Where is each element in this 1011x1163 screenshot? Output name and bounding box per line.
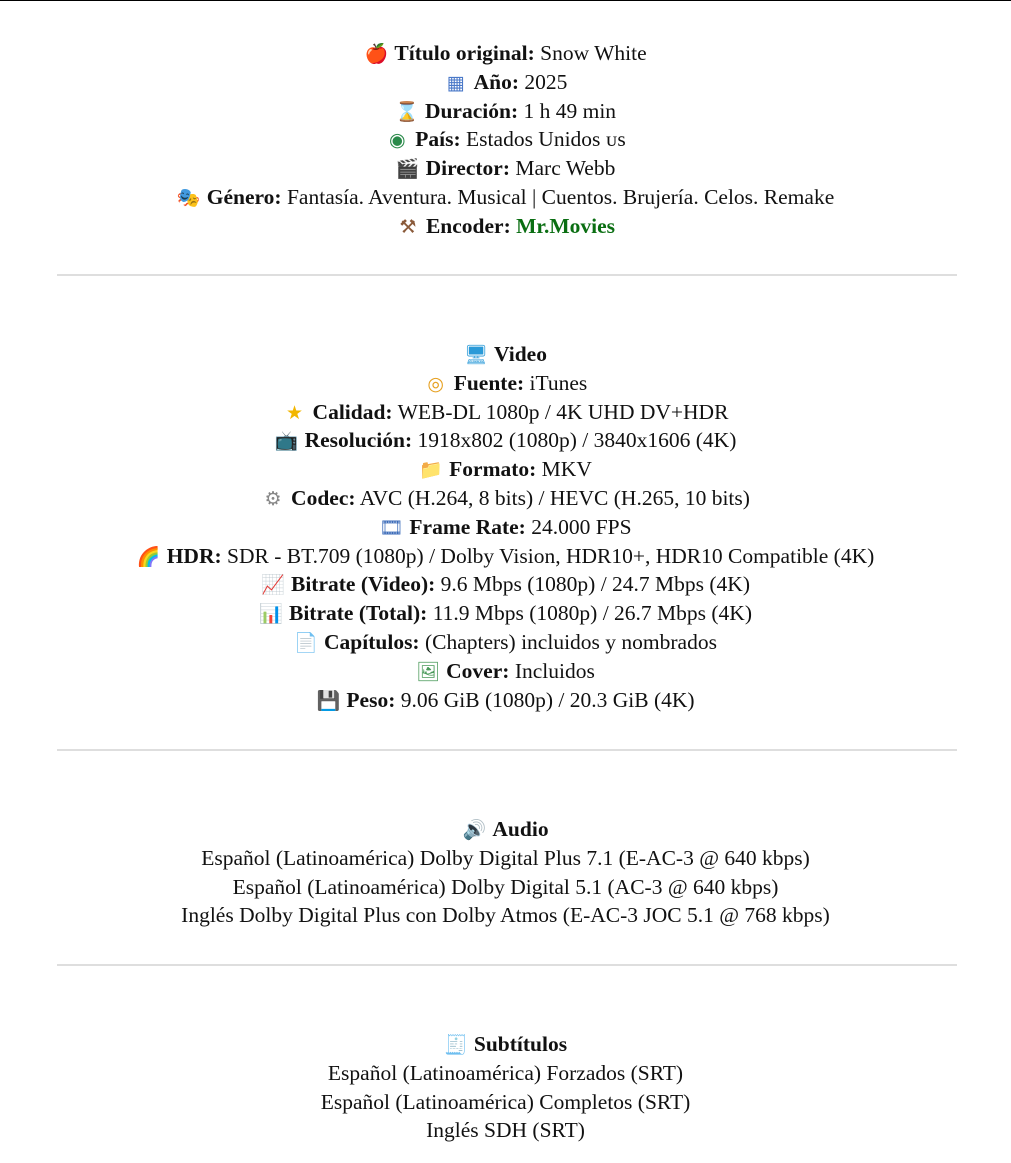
video-value: (Chapters) incluidos y nombrados [424,629,717,654]
divider [57,749,957,751]
info-label: Título original: [394,41,535,65]
subtitle-track: Español (Latinoamérica) Forzados (SRT) [327,1060,684,1085]
video-label: Codec: [291,485,356,510]
apple-icon: 🍎 [364,43,389,65]
receipt-icon: 🧾 [444,1034,468,1056]
video-bitrate-total [0,599,1011,628]
video-label: Calidad: [312,399,393,424]
audio-track: Español (Latinoamérica) Dolby Digital Plus 7.1 (E-AC-3 @ 640 kbps) [201,845,810,870]
info-genero [0,183,1011,212]
video-value: 9.6 Mbps (1080p) / 24.7 Mbps (4K) [440,572,750,597]
info-label: Género: [206,184,282,209]
video-hdr [0,542,1011,571]
video-capitulos [0,628,1011,657]
info-encoder [0,212,1011,241]
framed-picture-icon: 🖼 [416,660,441,683]
info-value: 1 h 49 min [523,98,617,123]
disc-icon: ◎ [427,372,444,395]
video-value: 24.000 FPS [531,514,632,539]
chart-increasing-icon: 📈 [261,574,285,597]
info-value: 2025 [524,69,568,94]
info-label: Director: [425,156,510,181]
speaker-icon: 🔊 [462,819,487,841]
hourglass-icon: ⌛ [395,100,419,123]
theater-masks-icon: 🎭 [176,186,201,209]
video-label: Cover: [446,658,510,683]
video-fuente [0,369,1011,398]
info-duracion [0,97,1011,126]
video-label: Capítulos: [324,629,420,654]
video-resolucion [0,426,1011,455]
video-value: SDR - BT.709 (1080p) / Dolby Vision, HDR10+, HDR10 Compatible (4K) [227,543,875,568]
tv-icon: 📺 [274,430,299,453]
video-framerate [0,513,1011,542]
monitor-icon: 🖥 [464,344,489,366]
video-value: WEB-DL 1080p / 4K UHD DV+HDR [397,399,729,424]
encoder-name: Mr.Movies [516,213,616,238]
bar-chart-icon: 📊 [259,603,283,626]
video-formato [0,455,1011,484]
video-value: 1918x802 (1080p) / 3840x1606 (4K) [417,428,737,453]
film-frames-icon: 🎞 [379,516,404,539]
subtitles-heading [0,1030,1011,1059]
clapperboard-icon: 🎬 [395,158,420,181]
info-director [0,154,1011,183]
info-label: País: [415,127,461,152]
video-value: MKV [541,457,592,482]
video-value: 11.9 Mbps (1080p) / 26.7 Mbps (4K) [432,601,752,626]
gear-icon: ⚙ [264,487,282,510]
video-heading [0,340,1011,369]
video-label: Frame Rate: [409,514,526,539]
globe-icon: ◉ [388,129,406,152]
info-label: Duración: [424,98,519,123]
video-value: AVC (H.264, 8 bits) / HEVC (H.265, 10 bits) [359,485,750,510]
rainbow-icon: 🌈 [136,545,161,568]
info-label: Año: [473,69,520,94]
video-label: Bitrate (Video): [290,572,436,597]
video-label: Bitrate (Total): [288,601,428,626]
top-border [0,0,1011,1]
tools-icon: ⚒ [399,215,417,238]
info-label: Encoder: [425,213,511,238]
calendar-icon: ▦ [446,71,465,94]
info-value: Fantasía. Aventura. Musical | Cuentos. Brujería. Celos. Remake [286,184,835,209]
movie-info-section [0,39,1011,241]
info-pais [0,125,1011,154]
audio-section [0,815,1011,930]
video-calidad [0,398,1011,427]
video-peso [0,686,1011,715]
section-title: Subtítulos [473,1032,568,1056]
divider [57,274,957,276]
subtitle-track: Español (Latinoamérica) Completos (SRT) [320,1089,691,1114]
video-label: Fuente: [453,370,525,395]
video-section [0,340,1011,714]
video-value: Incluidos [514,658,595,683]
audio-track: Inglés Dolby Digital Plus con Dolby Atmos (E-AC-3 JOC 5.1 @ 768 kbps) [181,903,830,928]
video-bitrate-video [0,570,1011,599]
divider [57,964,957,966]
subtitles-section [0,1030,1011,1145]
section-title: Audio [492,817,549,841]
video-label: Peso: [346,687,396,712]
info-value: Snow White [540,41,647,65]
subtitle-track: Inglés SDH (SRT) [426,1118,585,1143]
video-label: HDR: [166,543,222,568]
video-label: Formato: [449,457,537,482]
video-cover [0,657,1011,686]
video-value: 9.06 GiB (1080p) / 20.3 GiB (4K) [400,687,695,712]
audio-track: Español (Latinoamérica) Dolby Digital 5.1 (AC-3 @ 640 kbps) [232,874,779,899]
section-title: Video [494,342,547,366]
info-value: Marc Webb [515,156,616,181]
info-anio [0,68,1011,97]
video-codec [0,484,1011,513]
folder-icon: 📁 [419,459,443,482]
audio-heading [0,815,1011,844]
info-value: Estados Unidos ᴜs [466,127,626,152]
star-icon: ★ [286,401,304,424]
floppy-disk-icon: 💾 [316,689,341,712]
info-titulo [0,39,1011,68]
video-label: Resolución: [304,428,413,453]
video-value: iTunes [529,370,588,395]
page-icon: 📄 [294,631,318,654]
